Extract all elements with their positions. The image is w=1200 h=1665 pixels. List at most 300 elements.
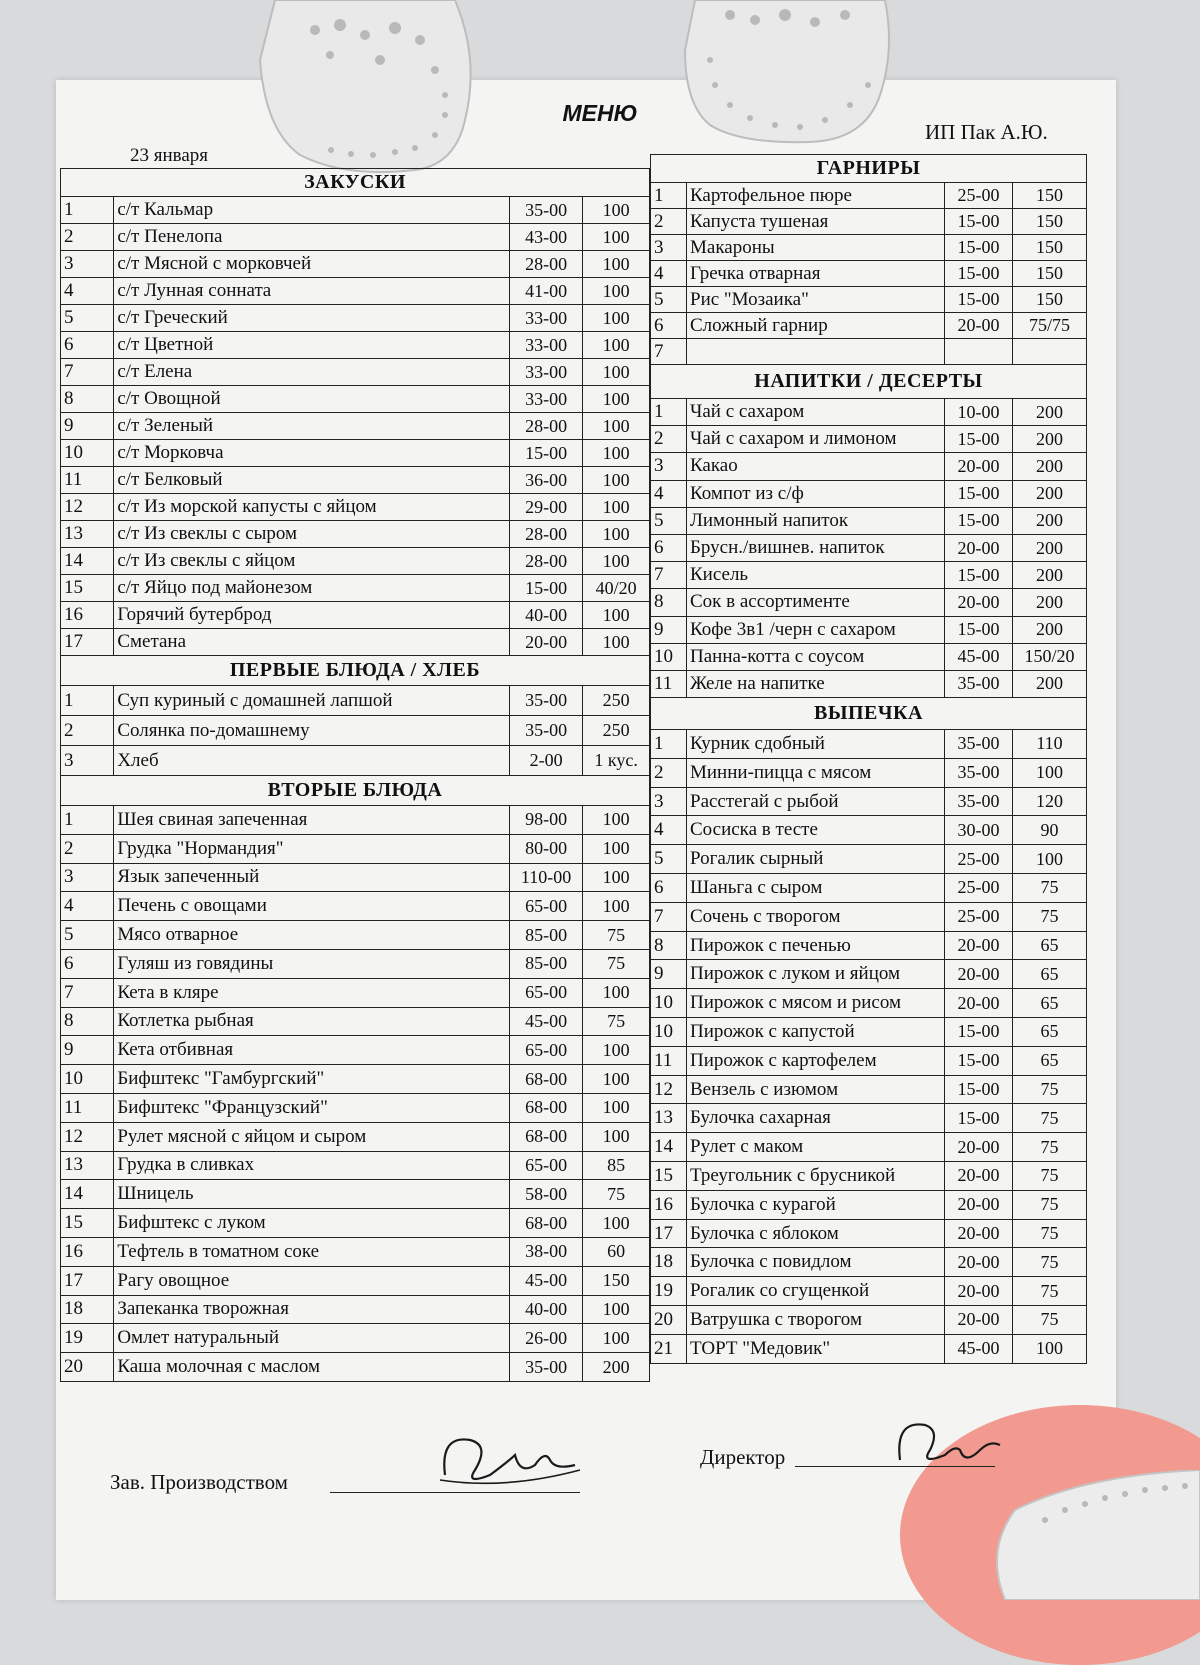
item-weight: 100 bbox=[1013, 1334, 1087, 1363]
item-number: 21 bbox=[651, 1334, 687, 1363]
item-weight: 200 bbox=[1013, 399, 1087, 426]
item-number: 14 bbox=[61, 1180, 114, 1209]
item-number: 9 bbox=[651, 960, 687, 989]
item-number: 6 bbox=[61, 949, 114, 978]
menu-item-row bbox=[61, 521, 650, 548]
menu-item-row bbox=[651, 1133, 1087, 1162]
item-weight: 100 bbox=[583, 278, 650, 305]
item-weight: 100 bbox=[583, 413, 650, 440]
menu-item-row bbox=[61, 978, 650, 1007]
item-weight: 250 bbox=[583, 716, 650, 746]
item-price: 68-00 bbox=[509, 1093, 582, 1122]
item-weight: 100 bbox=[583, 629, 650, 656]
menu-item-row bbox=[651, 874, 1087, 903]
item-number: 8 bbox=[651, 589, 687, 616]
item-weight: 100 bbox=[583, 1324, 650, 1353]
item-number: 1 bbox=[651, 399, 687, 426]
item-weight: 200 bbox=[1013, 670, 1087, 697]
item-weight: 75 bbox=[1013, 1133, 1087, 1162]
item-number: 11 bbox=[61, 1093, 114, 1122]
item-number: 3 bbox=[651, 453, 687, 480]
item-number: 11 bbox=[61, 467, 114, 494]
item-price: 29-00 bbox=[509, 494, 582, 521]
item-number: 15 bbox=[61, 575, 114, 602]
item-price: 110-00 bbox=[509, 863, 582, 892]
menu-item-row bbox=[651, 287, 1087, 313]
item-number: 8 bbox=[61, 386, 114, 413]
item-price: 20-00 bbox=[945, 1219, 1013, 1248]
item-price: 33-00 bbox=[509, 386, 582, 413]
item-price: 33-00 bbox=[509, 305, 582, 332]
item-number: 5 bbox=[651, 507, 687, 534]
item-number: 5 bbox=[651, 287, 687, 313]
item-price: 30-00 bbox=[945, 816, 1013, 845]
item-number: 17 bbox=[61, 629, 114, 656]
item-name: с/т Мясной с морковчей bbox=[114, 251, 510, 278]
menu-item-row bbox=[651, 931, 1087, 960]
item-weight: 150/20 bbox=[1013, 643, 1087, 670]
item-price: 20-00 bbox=[945, 1190, 1013, 1219]
item-weight: 75 bbox=[1013, 1277, 1087, 1306]
item-name: Какао bbox=[687, 453, 945, 480]
item-price: 68-00 bbox=[509, 1065, 582, 1094]
item-price: 20-00 bbox=[945, 453, 1013, 480]
item-weight: 75 bbox=[1013, 902, 1087, 931]
item-weight: 100 bbox=[583, 806, 650, 835]
item-number: 2 bbox=[61, 716, 114, 746]
item-price: 65-00 bbox=[509, 1036, 582, 1065]
item-weight: 100 bbox=[583, 834, 650, 863]
item-number: 10 bbox=[61, 1065, 114, 1094]
item-name: Треугольник с брусникой bbox=[687, 1162, 945, 1191]
item-price: 58-00 bbox=[509, 1180, 582, 1209]
item-name: Омлет натуральный bbox=[114, 1324, 510, 1353]
item-name: Желе на напитке bbox=[687, 670, 945, 697]
menu-item-row bbox=[651, 399, 1087, 426]
item-number: 5 bbox=[61, 921, 114, 950]
item-number: 7 bbox=[651, 339, 687, 365]
menu-item-row bbox=[61, 602, 650, 629]
menu-item-row bbox=[61, 278, 650, 305]
item-name: с/т Греческий bbox=[114, 305, 510, 332]
item-name: с/т Пенелопа bbox=[114, 224, 510, 251]
item-price: 20-00 bbox=[945, 960, 1013, 989]
director-signature bbox=[885, 1410, 1005, 1480]
item-name: с/т Из морской капусты с яйцом bbox=[114, 494, 510, 521]
menu-item-row bbox=[651, 1277, 1087, 1306]
item-weight: 100 bbox=[583, 359, 650, 386]
item-price: 15-00 bbox=[945, 562, 1013, 589]
menu-item-row bbox=[651, 1219, 1087, 1248]
item-number: 14 bbox=[61, 548, 114, 575]
item-weight: 100 bbox=[583, 1295, 650, 1324]
item-name: с/т Из свеклы с сыром bbox=[114, 521, 510, 548]
item-name: Пирожок с картофелем bbox=[687, 1046, 945, 1075]
page-title: МЕНЮ bbox=[562, 100, 638, 126]
item-price: 15-00 bbox=[509, 575, 582, 602]
item-name: Лимонный напиток bbox=[687, 507, 945, 534]
menu-table-left bbox=[60, 168, 650, 1382]
menu-item-row bbox=[651, 643, 1087, 670]
item-name: Чай с сахаром bbox=[687, 399, 945, 426]
menu-item-row bbox=[651, 1104, 1087, 1133]
item-weight: 75 bbox=[1013, 1248, 1087, 1277]
item-weight: 150 bbox=[1013, 209, 1087, 235]
item-number: 18 bbox=[651, 1248, 687, 1277]
menu-item-row bbox=[61, 1237, 650, 1266]
item-price: 35-00 bbox=[945, 758, 1013, 787]
item-name: Булочка с курагой bbox=[687, 1190, 945, 1219]
menu-item-row bbox=[61, 716, 650, 746]
menu-item-row bbox=[61, 1180, 650, 1209]
item-weight: 100 bbox=[583, 521, 650, 548]
item-weight: 65 bbox=[1013, 1046, 1087, 1075]
item-weight: 1 кус. bbox=[583, 746, 650, 776]
item-name: Сметана bbox=[114, 629, 510, 656]
menu-item-row bbox=[61, 1093, 650, 1122]
menu-item-row bbox=[61, 332, 650, 359]
item-price: 28-00 bbox=[509, 548, 582, 575]
item-name: Каша молочная с маслом bbox=[114, 1353, 510, 1382]
item-price: 45-00 bbox=[945, 643, 1013, 670]
magnet-bottom-icon bbox=[985, 1470, 1200, 1600]
item-name: Пирожок с луком и яйцом bbox=[687, 960, 945, 989]
item-weight: 200 bbox=[583, 1353, 650, 1382]
item-number: 3 bbox=[651, 235, 687, 261]
menu-item-row bbox=[61, 1324, 650, 1353]
item-number: 2 bbox=[61, 834, 114, 863]
menu-item-row bbox=[651, 507, 1087, 534]
item-price: 65-00 bbox=[509, 892, 582, 921]
item-price: 35-00 bbox=[509, 1353, 582, 1382]
item-weight: 150 bbox=[1013, 183, 1087, 209]
item-name: Пирожок с капустой bbox=[687, 1018, 945, 1047]
item-number: 12 bbox=[61, 1122, 114, 1151]
section-header-row bbox=[61, 656, 650, 686]
item-price: 20-00 bbox=[945, 1248, 1013, 1277]
menu-item-row bbox=[651, 426, 1087, 453]
item-name: Печень с овощами bbox=[114, 892, 510, 921]
menu-date: 23 января bbox=[130, 145, 209, 166]
item-name: Сложный гарнир bbox=[687, 313, 945, 339]
item-price: 26-00 bbox=[509, 1324, 582, 1353]
item-weight: 200 bbox=[1013, 480, 1087, 507]
item-name: Шницель bbox=[114, 1180, 510, 1209]
menu-item-row bbox=[651, 816, 1087, 845]
item-number: 5 bbox=[61, 305, 114, 332]
menu-item-row bbox=[651, 902, 1087, 931]
item-weight: 40/20 bbox=[583, 575, 650, 602]
item-weight: 100 bbox=[583, 494, 650, 521]
item-name: ТОРТ "Медовик" bbox=[687, 1334, 945, 1363]
menu-item-row bbox=[61, 1209, 650, 1238]
item-number: 4 bbox=[61, 278, 114, 305]
menu-item-row bbox=[651, 960, 1087, 989]
item-price: 15-00 bbox=[945, 235, 1013, 261]
item-number: 18 bbox=[61, 1295, 114, 1324]
item-weight: 90 bbox=[1013, 816, 1087, 845]
item-price: 15-00 bbox=[945, 287, 1013, 313]
item-price: 15-00 bbox=[945, 507, 1013, 534]
item-name: с/т Белковый bbox=[114, 467, 510, 494]
menu-item-row bbox=[651, 1306, 1087, 1335]
item-price: 33-00 bbox=[509, 332, 582, 359]
menu-item-row bbox=[61, 1036, 650, 1065]
item-name: Бифштекс "Гамбургский" bbox=[114, 1065, 510, 1094]
menu-item-row bbox=[651, 670, 1087, 697]
item-weight: 200 bbox=[1013, 562, 1087, 589]
section-title: ГАРНИРЫ bbox=[651, 155, 1087, 183]
item-weight: 75 bbox=[1013, 1162, 1087, 1191]
item-weight: 75/75 bbox=[1013, 313, 1087, 339]
item-price: 25-00 bbox=[945, 874, 1013, 903]
item-number: 13 bbox=[61, 1151, 114, 1180]
item-name: Сосиска в тесте bbox=[687, 816, 945, 845]
magnet-left-icon bbox=[255, 0, 485, 175]
item-number: 2 bbox=[651, 209, 687, 235]
item-name: Рагу овощное bbox=[114, 1266, 510, 1295]
item-number: 9 bbox=[61, 1036, 114, 1065]
item-weight: 200 bbox=[1013, 426, 1087, 453]
item-name: с/т Из свеклы с яйцом bbox=[114, 548, 510, 575]
item-price: 15-00 bbox=[509, 440, 582, 467]
section-header-row bbox=[651, 698, 1087, 730]
item-price: 45-00 bbox=[945, 1334, 1013, 1363]
item-weight: 100 bbox=[583, 1036, 650, 1065]
item-price: 35-00 bbox=[509, 197, 582, 224]
item-name: Суп куриный с домашней лапшой bbox=[114, 686, 510, 716]
item-weight: 100 bbox=[1013, 758, 1087, 787]
item-price: 80-00 bbox=[509, 834, 582, 863]
menu-item-row bbox=[651, 261, 1087, 287]
item-name: Капуста тушеная bbox=[687, 209, 945, 235]
menu-item-row bbox=[651, 209, 1087, 235]
item-weight: 200 bbox=[1013, 589, 1087, 616]
menu-item-row bbox=[651, 616, 1087, 643]
menu-item-row bbox=[61, 548, 650, 575]
item-weight: 65 bbox=[1013, 989, 1087, 1018]
item-number: 19 bbox=[61, 1324, 114, 1353]
item-number: 15 bbox=[61, 1209, 114, 1238]
menu-item-row bbox=[651, 1334, 1087, 1363]
item-number: 1 bbox=[651, 183, 687, 209]
item-number: 11 bbox=[651, 670, 687, 697]
item-price: 20-00 bbox=[945, 1133, 1013, 1162]
item-price: 20-00 bbox=[509, 629, 582, 656]
item-weight: 60 bbox=[583, 1237, 650, 1266]
item-price: 85-00 bbox=[509, 921, 582, 950]
item-name: Горячий бутерброд bbox=[114, 602, 510, 629]
item-number: 10 bbox=[651, 989, 687, 1018]
item-weight: 150 bbox=[583, 1266, 650, 1295]
item-name: Булочка с повидлом bbox=[687, 1248, 945, 1277]
menu-item-row bbox=[651, 562, 1087, 589]
item-weight: 75 bbox=[1013, 1306, 1087, 1335]
menu-item-row bbox=[61, 305, 650, 332]
item-name: Рулет мясной с яйцом и сыром bbox=[114, 1122, 510, 1151]
item-number: 6 bbox=[61, 332, 114, 359]
menu-item-row bbox=[651, 313, 1087, 339]
menu-item-row bbox=[651, 480, 1087, 507]
section-title: ПЕРВЫЕ БЛЮДА / ХЛЕБ bbox=[61, 656, 650, 686]
item-price: 65-00 bbox=[509, 1151, 582, 1180]
item-name: Компот из с/ф bbox=[687, 480, 945, 507]
menu-item-row bbox=[61, 251, 650, 278]
menu-item-row bbox=[651, 1162, 1087, 1191]
item-number: 12 bbox=[651, 1075, 687, 1104]
item-number: 4 bbox=[61, 892, 114, 921]
item-name: Запеканка творожная bbox=[114, 1295, 510, 1324]
item-number: 4 bbox=[651, 480, 687, 507]
item-weight: 200 bbox=[1013, 616, 1087, 643]
item-name: Сок в ассортименте bbox=[687, 589, 945, 616]
director-label: Директор bbox=[700, 1445, 786, 1469]
item-weight: 100 bbox=[583, 305, 650, 332]
menu-item-row bbox=[61, 197, 650, 224]
item-number: 17 bbox=[651, 1219, 687, 1248]
item-weight: 100 bbox=[583, 1065, 650, 1094]
item-price: 20-00 bbox=[945, 1162, 1013, 1191]
item-name: Шея свиная запеченная bbox=[114, 806, 510, 835]
section-header-row bbox=[61, 169, 650, 197]
item-number: 6 bbox=[651, 874, 687, 903]
item-name: Котлетка рыбная bbox=[114, 1007, 510, 1036]
menu-item-row bbox=[651, 758, 1087, 787]
menu-item-row bbox=[61, 863, 650, 892]
item-name: Курник сдобный bbox=[687, 730, 945, 759]
item-price: 38-00 bbox=[509, 1237, 582, 1266]
menu-item-row bbox=[651, 589, 1087, 616]
item-price: 28-00 bbox=[509, 413, 582, 440]
item-number: 3 bbox=[61, 863, 114, 892]
item-weight: 150 bbox=[1013, 287, 1087, 313]
item-name: Брусн./вишнев. напиток bbox=[687, 534, 945, 561]
item-number: 7 bbox=[651, 562, 687, 589]
item-weight: 200 bbox=[1013, 507, 1087, 534]
item-weight: 100 bbox=[583, 1093, 650, 1122]
item-name: с/т Овощной bbox=[114, 386, 510, 413]
item-name: Чай с сахаром и лимоном bbox=[687, 426, 945, 453]
item-price: 35-00 bbox=[945, 670, 1013, 697]
section-header-row bbox=[651, 155, 1087, 183]
item-name: Панна-котта с соусом bbox=[687, 643, 945, 670]
item-number: 13 bbox=[61, 521, 114, 548]
item-price: 40-00 bbox=[509, 602, 582, 629]
item-name: Бифштекс "Французский" bbox=[114, 1093, 510, 1122]
menu-item-row bbox=[651, 730, 1087, 759]
item-name: Мясо отварное bbox=[114, 921, 510, 950]
item-name: Бифштекс с луком bbox=[114, 1209, 510, 1238]
item-number: 11 bbox=[651, 1046, 687, 1075]
item-price: 2-00 bbox=[509, 746, 582, 776]
menu-item-row bbox=[61, 686, 650, 716]
section-title: ЗАКУСКИ bbox=[61, 169, 650, 197]
item-price: 20-00 bbox=[945, 989, 1013, 1018]
menu-item-row bbox=[61, 892, 650, 921]
item-weight: 75 bbox=[1013, 1190, 1087, 1219]
item-name: Пирожок с печенью bbox=[687, 931, 945, 960]
item-weight: 75 bbox=[1013, 1075, 1087, 1104]
item-weight: 100 bbox=[583, 197, 650, 224]
item-number: 1 bbox=[61, 197, 114, 224]
item-weight: 100 bbox=[583, 1122, 650, 1151]
production-head-label: Зав. Производством bbox=[110, 1470, 288, 1494]
item-name: Вензель с изюмом bbox=[687, 1075, 945, 1104]
item-name: Ватрушка с творогом bbox=[687, 1306, 945, 1335]
item-name: с/т Кальмар bbox=[114, 197, 510, 224]
item-number: 12 bbox=[61, 494, 114, 521]
item-name: Язык запеченный bbox=[114, 863, 510, 892]
item-price: 45-00 bbox=[509, 1007, 582, 1036]
item-weight: 100 bbox=[583, 251, 650, 278]
item-price: 15-00 bbox=[945, 1104, 1013, 1133]
menu-item-row bbox=[61, 921, 650, 950]
item-number: 3 bbox=[651, 787, 687, 816]
item-name: Тефтель в томатном соке bbox=[114, 1237, 510, 1266]
magnet-right-icon bbox=[680, 0, 895, 145]
item-price: 25-00 bbox=[945, 902, 1013, 931]
menu-item-row bbox=[61, 224, 650, 251]
item-name: с/т Елена bbox=[114, 359, 510, 386]
item-name: с/т Цветной bbox=[114, 332, 510, 359]
item-price: 68-00 bbox=[509, 1122, 582, 1151]
item-name: Грудка "Нормандия" bbox=[114, 834, 510, 863]
item-number: 6 bbox=[651, 534, 687, 561]
item-price: 45-00 bbox=[509, 1266, 582, 1295]
item-weight bbox=[1013, 339, 1087, 365]
menu-item-row bbox=[651, 534, 1087, 561]
item-number: 5 bbox=[651, 845, 687, 874]
item-number: 2 bbox=[651, 426, 687, 453]
item-price: 43-00 bbox=[509, 224, 582, 251]
item-weight: 65 bbox=[1013, 960, 1087, 989]
menu-item-row bbox=[651, 1190, 1087, 1219]
production-head-signature bbox=[435, 1420, 585, 1500]
item-number: 1 bbox=[651, 730, 687, 759]
menu-item-row bbox=[61, 1295, 650, 1324]
item-weight: 75 bbox=[1013, 874, 1087, 903]
item-number: 16 bbox=[61, 602, 114, 629]
item-name: Грудка в сливках bbox=[114, 1151, 510, 1180]
item-number: 6 bbox=[651, 313, 687, 339]
item-price: 35-00 bbox=[509, 716, 582, 746]
item-weight: 110 bbox=[1013, 730, 1087, 759]
menu-item-row bbox=[61, 440, 650, 467]
item-price: 15-00 bbox=[945, 616, 1013, 643]
item-number: 10 bbox=[651, 643, 687, 670]
menu-item-row bbox=[61, 1065, 650, 1094]
item-name: Сочень с творогом bbox=[687, 902, 945, 931]
item-name: Пирожок с мясом и рисом bbox=[687, 989, 945, 1018]
menu-item-row bbox=[651, 1018, 1087, 1047]
menu-table-right bbox=[650, 154, 1087, 1364]
menu-item-row bbox=[61, 629, 650, 656]
item-name: Гречка отварная bbox=[687, 261, 945, 287]
menu-item-row bbox=[651, 183, 1087, 209]
menu-item-row bbox=[61, 1151, 650, 1180]
menu-item-row bbox=[651, 235, 1087, 261]
item-name: Минни-пицца с мясом bbox=[687, 758, 945, 787]
item-weight: 100 bbox=[583, 467, 650, 494]
menu-item-row bbox=[651, 1075, 1087, 1104]
item-price: 41-00 bbox=[509, 278, 582, 305]
item-price: 98-00 bbox=[509, 806, 582, 835]
item-weight: 75 bbox=[583, 1007, 650, 1036]
item-weight: 75 bbox=[1013, 1219, 1087, 1248]
menu-item-row bbox=[61, 1007, 650, 1036]
item-name: Расстегай с рыбой bbox=[687, 787, 945, 816]
item-price: 15-00 bbox=[945, 426, 1013, 453]
